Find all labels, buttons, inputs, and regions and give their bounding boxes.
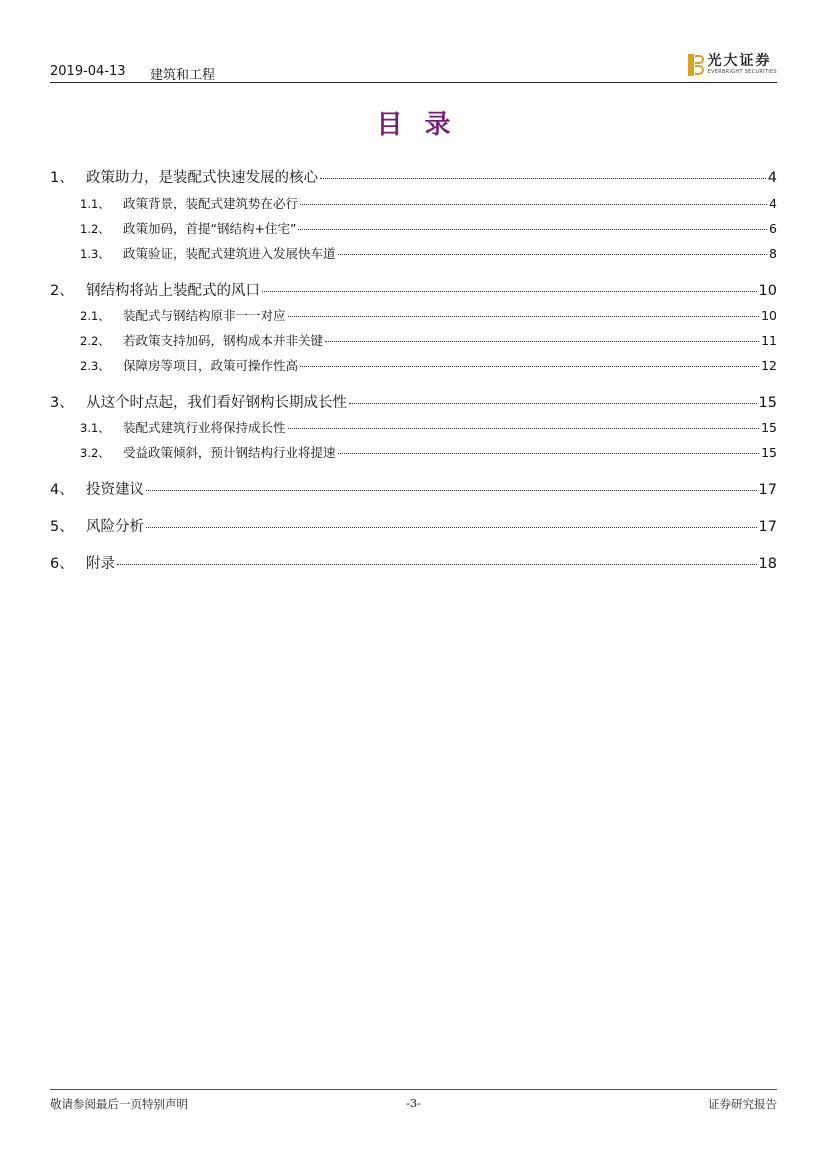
toc-entry-title: 风险分析 bbox=[86, 519, 144, 535]
toc-dot-leader bbox=[325, 341, 759, 342]
page-number: -3- bbox=[405, 1096, 422, 1110]
toc-entry[interactable] bbox=[50, 478, 777, 499]
toc-dot-leader bbox=[338, 453, 760, 454]
toc-entry-number: 4、 bbox=[50, 482, 74, 498]
toc-dot-leader bbox=[146, 490, 757, 491]
toc-page-number: 15 bbox=[761, 420, 777, 435]
logo-name-cn: 光大证券 bbox=[707, 53, 772, 69]
toc-dot-leader bbox=[117, 564, 757, 565]
toc-entry-title: 政策加码，首提“钢结构+住宅” bbox=[123, 221, 297, 236]
toc-entry-title: 保障房等项目，政策可操作性高 bbox=[123, 358, 299, 373]
toc-entry-number: 5、 bbox=[50, 519, 74, 535]
toc-entry[interactable] bbox=[50, 443, 777, 461]
toc-entry-title: 受益政策倾斜，预计钢结构行业将提速 bbox=[123, 445, 336, 460]
toc-entry-number: 2.2、 bbox=[80, 334, 110, 348]
toc-entry[interactable] bbox=[50, 418, 777, 436]
toc-entry[interactable] bbox=[50, 279, 777, 300]
toc-entry-title: 装配式建筑行业将保持成长性 bbox=[123, 420, 286, 435]
toc-entry-title: 附录 bbox=[86, 556, 115, 572]
toc-dot-leader bbox=[300, 366, 759, 367]
toc-page-number: 12 bbox=[761, 358, 777, 373]
page-header bbox=[50, 53, 777, 83]
toc-page-number: 18 bbox=[758, 556, 777, 572]
toc-entry-title: 政策背景，装配式建筑势在必行 bbox=[123, 196, 299, 211]
toc-entry[interactable] bbox=[50, 331, 777, 349]
toc-dot-leader bbox=[300, 204, 767, 205]
company-logo bbox=[688, 52, 777, 78]
toc-entry-title: 从这个时点起，我们看好钢构长期成长性 bbox=[86, 395, 347, 411]
toc-entry[interactable] bbox=[50, 391, 777, 412]
toc-page-number: 10 bbox=[761, 308, 777, 323]
toc-entry-number: 1、 bbox=[50, 170, 74, 186]
toc-dot-leader bbox=[338, 254, 768, 255]
toc-entry[interactable] bbox=[50, 219, 777, 237]
toc-entry-title: 政策助力，是装配式快速发展的核心 bbox=[86, 170, 318, 186]
toc-entry-number: 1.2、 bbox=[80, 222, 110, 236]
toc-entry-number: 3、 bbox=[50, 395, 74, 411]
toc-dot-leader bbox=[320, 178, 766, 179]
sector-label: 建筑和工程 bbox=[150, 68, 216, 83]
toc-dot-leader bbox=[349, 403, 757, 404]
toc-page-number: 8 bbox=[769, 246, 777, 261]
toc-entry[interactable] bbox=[50, 552, 777, 573]
toc-entry-number: 1.3、 bbox=[80, 247, 110, 261]
report-date: 2019-04-13 bbox=[50, 64, 126, 79]
toc-entry-number: 2.1、 bbox=[80, 309, 110, 323]
toc-entry[interactable] bbox=[50, 194, 777, 212]
toc-page-number: 10 bbox=[758, 283, 777, 299]
toc-dot-leader bbox=[146, 527, 757, 528]
toc-entry-number: 6、 bbox=[50, 556, 74, 572]
toc-entry-title: 钢结构将站上装配式的风口 bbox=[86, 283, 260, 299]
toc-page-number: 11 bbox=[761, 333, 777, 348]
toc-dot-leader bbox=[288, 428, 760, 429]
toc-dot-leader bbox=[288, 316, 760, 317]
toc-entry[interactable] bbox=[50, 244, 777, 262]
toc-entry-number: 1.1、 bbox=[80, 197, 110, 211]
header-divider bbox=[50, 82, 777, 83]
toc-dot-leader bbox=[298, 229, 767, 230]
report-type: 证券研究报告 bbox=[708, 1097, 777, 1111]
toc-dot-leader bbox=[262, 291, 757, 292]
toc-page-number: 4 bbox=[767, 170, 777, 186]
footer-divider bbox=[50, 1089, 777, 1090]
disclaimer-note: 敬请参阅最后一页特别声明 bbox=[50, 1097, 188, 1111]
toc-entry-title: 投资建议 bbox=[86, 482, 144, 498]
toc-page-number: 15 bbox=[761, 445, 777, 460]
toc-entry-title: 政策验证，装配式建筑进入发展快车道 bbox=[123, 246, 336, 261]
toc-page-number: 15 bbox=[758, 395, 777, 411]
page-title: 目录 bbox=[376, 110, 473, 140]
toc-page-number: 17 bbox=[758, 519, 777, 535]
toc-entry[interactable] bbox=[50, 515, 777, 536]
toc-page-number: 6 bbox=[769, 221, 777, 236]
toc-page-number: 4 bbox=[769, 196, 777, 211]
toc-entry-number: 2.3、 bbox=[80, 359, 110, 373]
toc-entry-title: 装配式与钢结构原非一一对应 bbox=[123, 308, 286, 323]
toc-entry-number: 3.1、 bbox=[80, 421, 110, 435]
toc-entry[interactable] bbox=[50, 306, 777, 324]
toc-entry-number: 2、 bbox=[50, 283, 74, 299]
toc-entry-number: 3.2、 bbox=[80, 446, 110, 460]
logo-mark-icon bbox=[688, 54, 704, 76]
toc-page-number: 17 bbox=[758, 482, 777, 498]
toc-entry[interactable] bbox=[50, 166, 777, 187]
toc-entry[interactable] bbox=[50, 356, 777, 374]
logo-name-en: EVERBRIGHT SECURITIES bbox=[707, 69, 777, 75]
toc-entry-title: 若政策支持加码，钢构成本并非关键 bbox=[123, 333, 324, 348]
